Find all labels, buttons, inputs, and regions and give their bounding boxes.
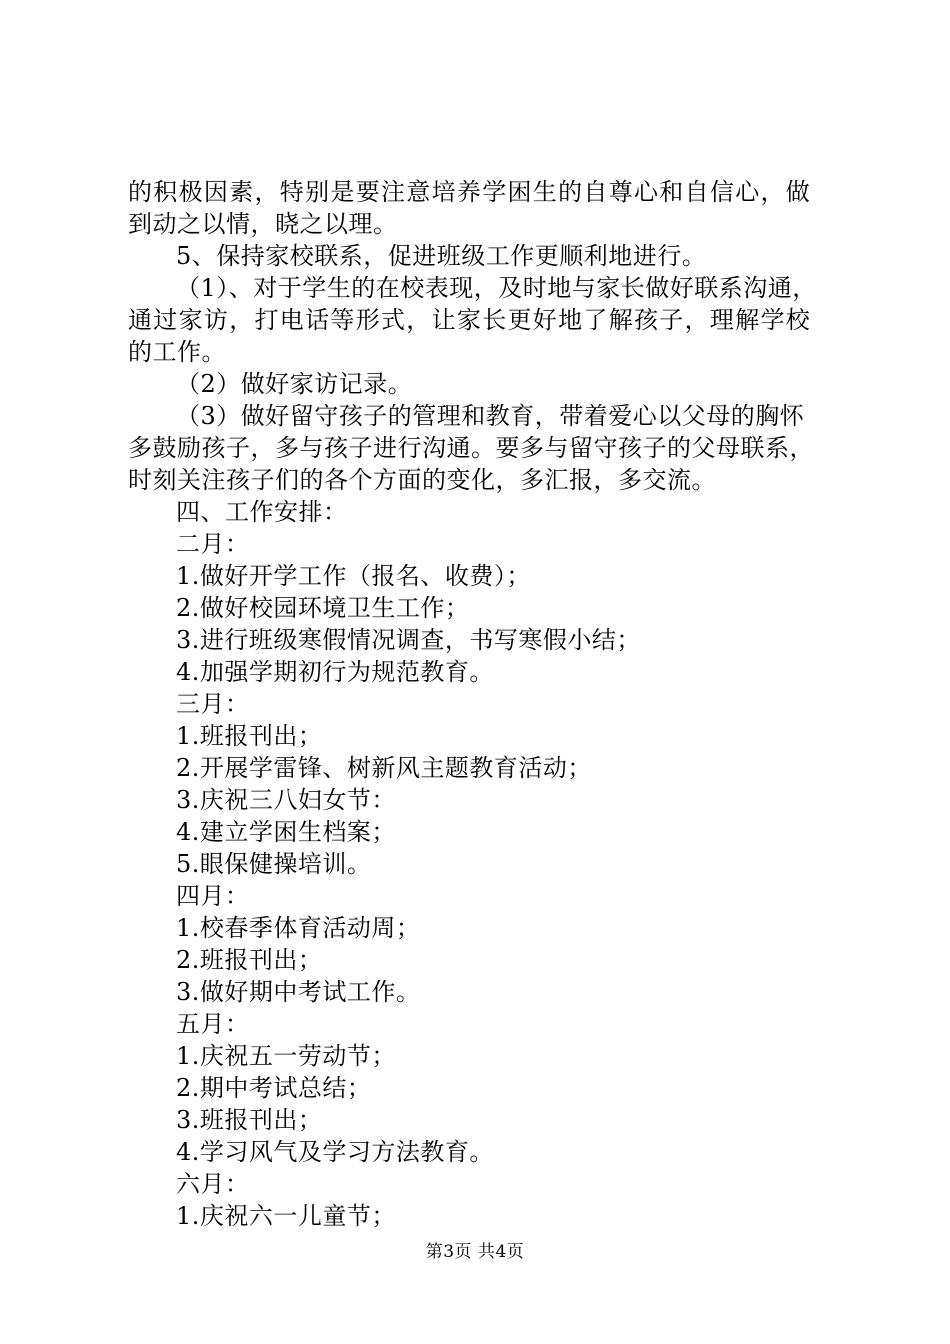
- list-item: 4.建立学困生档案；: [176, 818, 396, 846]
- text-line: 通过家访，打电话等形式，让家长更好地了解孩子，理解学校: [128, 306, 812, 334]
- list-item: 1.做好开学工作（报名、收费）；: [176, 562, 531, 590]
- text-line: 的工作。: [128, 338, 226, 366]
- list-item: 3.庆祝三八妇女节：: [176, 786, 396, 814]
- list-item: 2.开展学雷锋、树新风主题教育活动；: [176, 754, 592, 782]
- text-line: （3）做好留守孩子的管理和教育，带着爱心以父母的胸怀: [176, 402, 805, 430]
- text-line: （2）做好家访记录。: [176, 370, 413, 398]
- list-item: 3.班报刊出；: [176, 1106, 323, 1134]
- list-item: 1.班报刊出；: [176, 722, 323, 750]
- list-item: 3.进行班级寒假情况调查，书写寒假小结；: [176, 626, 641, 654]
- month-heading: 二月：: [176, 530, 250, 558]
- text-line: 多鼓励孩子，多与孩子进行沟通。要多与留守孩子的父母联系，: [128, 434, 814, 462]
- text-line: 到动之以情，晓之以理。: [128, 210, 398, 238]
- document-body: [128, 176, 833, 1232]
- month-heading: 三月：: [176, 690, 250, 718]
- list-item: 2.做好校园环境卫生工作；: [176, 594, 470, 622]
- list-item: 3.做好期中考试工作。: [176, 978, 421, 1006]
- list-item: 2.班报刊出；: [176, 946, 323, 974]
- text-line: 时刻关注孩子们的各个方面的变化，多汇报，多交流。: [128, 466, 716, 494]
- list-item: 1.庆祝五一劳动节；: [176, 1042, 396, 1070]
- month-heading: 五月：: [176, 1010, 250, 1038]
- month-heading: 四月：: [176, 882, 250, 910]
- list-item: 1.校春季体育活动周；: [176, 914, 421, 942]
- list-item: 4.学习风气及学习方法教育。: [176, 1138, 494, 1166]
- text-line: 5、保持家校联系，促进班级工作更顺利地进行。: [176, 242, 707, 270]
- section-heading: 四、工作安排：: [176, 498, 348, 526]
- list-item: 5.眼保健操培训。: [176, 850, 372, 878]
- page-number-footer: 第3页 共4页: [425, 1242, 525, 1262]
- list-item: 1.庆祝六一儿童节；: [176, 1202, 396, 1230]
- month-heading: 六月：: [176, 1170, 250, 1198]
- text-line: （1）、对于学生的在校表现，及时地与家长做好联系沟通，: [176, 274, 817, 302]
- list-item: 2.期中考试总结；: [176, 1074, 372, 1102]
- text-line: 的积极因素，特别是要注意培养学困生的自尊心和自信心，做: [128, 178, 812, 206]
- list-item: 4.加强学期初行为规范教育。: [176, 658, 494, 686]
